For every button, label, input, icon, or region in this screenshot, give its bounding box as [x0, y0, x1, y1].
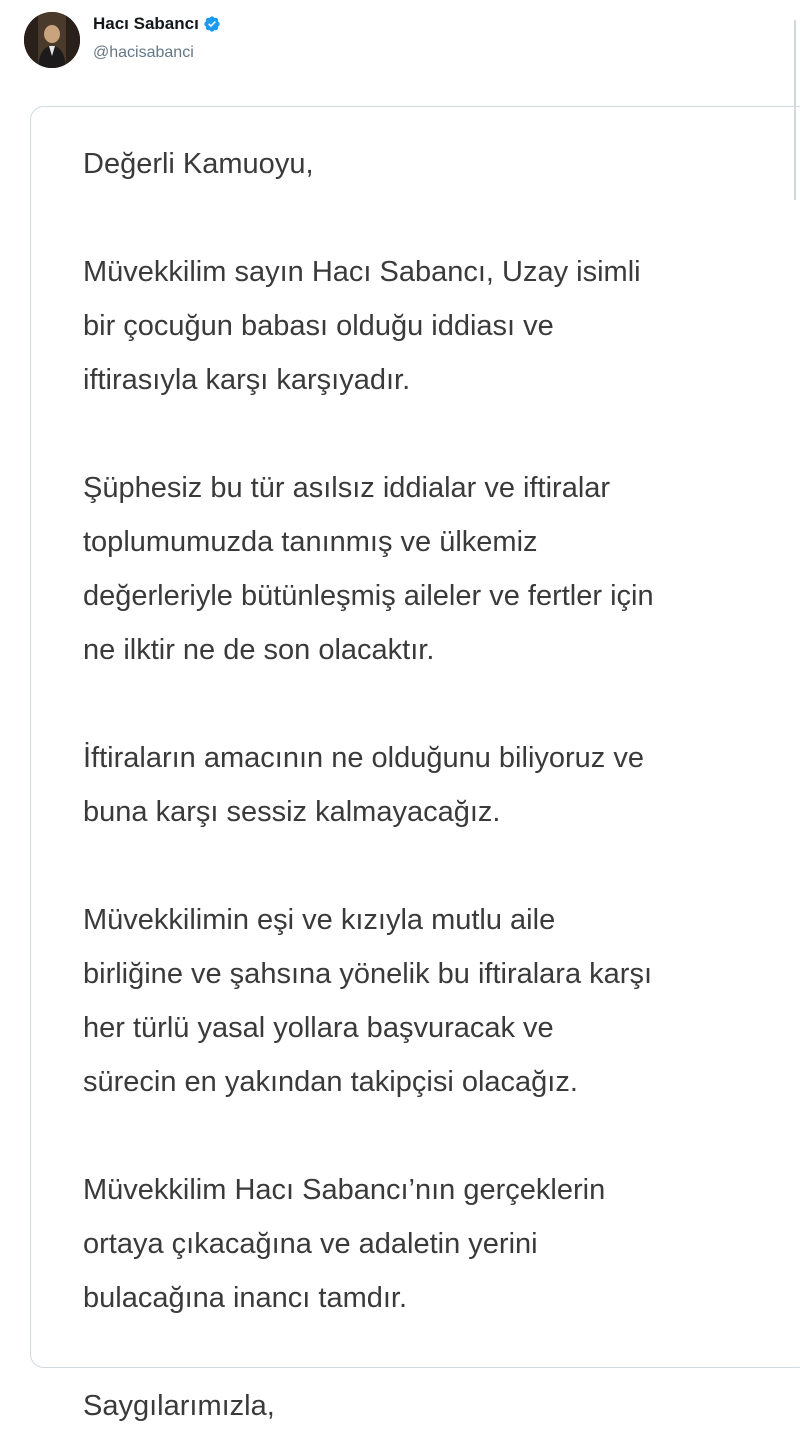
statement-paragraph: Müvekkilim Hacı Sabancı’nın gerçeklerin ortaya çıkacağına ve adaletin yerini bulacağına inancı tamdır. [83, 1174, 606, 1314]
statement-text [83, 137, 783, 1433]
avatar[interactable] [24, 12, 80, 68]
statement-paragraph: Müvekkilimin eşi ve kızıyla mutlu aile birliğine ve şahsına yönelik bu iftiralara karşı her türlü yasal yollara başvuracak ve sürecin en yakından takipçisi olacağız. [83, 904, 652, 1098]
profile-photo-icon [24, 12, 80, 68]
statement-paragraph: Müvekkilim sayın Hacı Sabancı, Uzay isimli bir çocuğun babası olduğu iddiası ve iftirasıyla karşı karşıyadır. [83, 256, 641, 396]
page-edge-divider [794, 20, 796, 200]
statement-paragraph: İftiraların amacının ne olduğunu biliyoruz ve buna karşı sessiz kalmayacağız. [83, 742, 644, 828]
verified-badge-icon [203, 15, 221, 33]
name-row [93, 14, 221, 34]
statement-closing: Saygılarımızla, [83, 1390, 275, 1422]
statement-greeting: Değerli Kamuoyu, [83, 148, 314, 180]
display-name[interactable]: Hacı Sabancı [93, 14, 199, 33]
statement-paragraph: Şüphesiz bu tür asılsız iddialar ve iftiralar toplumumuzda tanınmış ve ülkemiz değerleriyle bütünleşmiş aileler ve fertler için ne ilktir ne de son olacaktır. [83, 472, 654, 666]
statement-image-card[interactable] [30, 106, 800, 1422]
user-handle[interactable]: @hacisabanci [93, 44, 194, 61]
tweet-header [0, 0, 800, 90]
